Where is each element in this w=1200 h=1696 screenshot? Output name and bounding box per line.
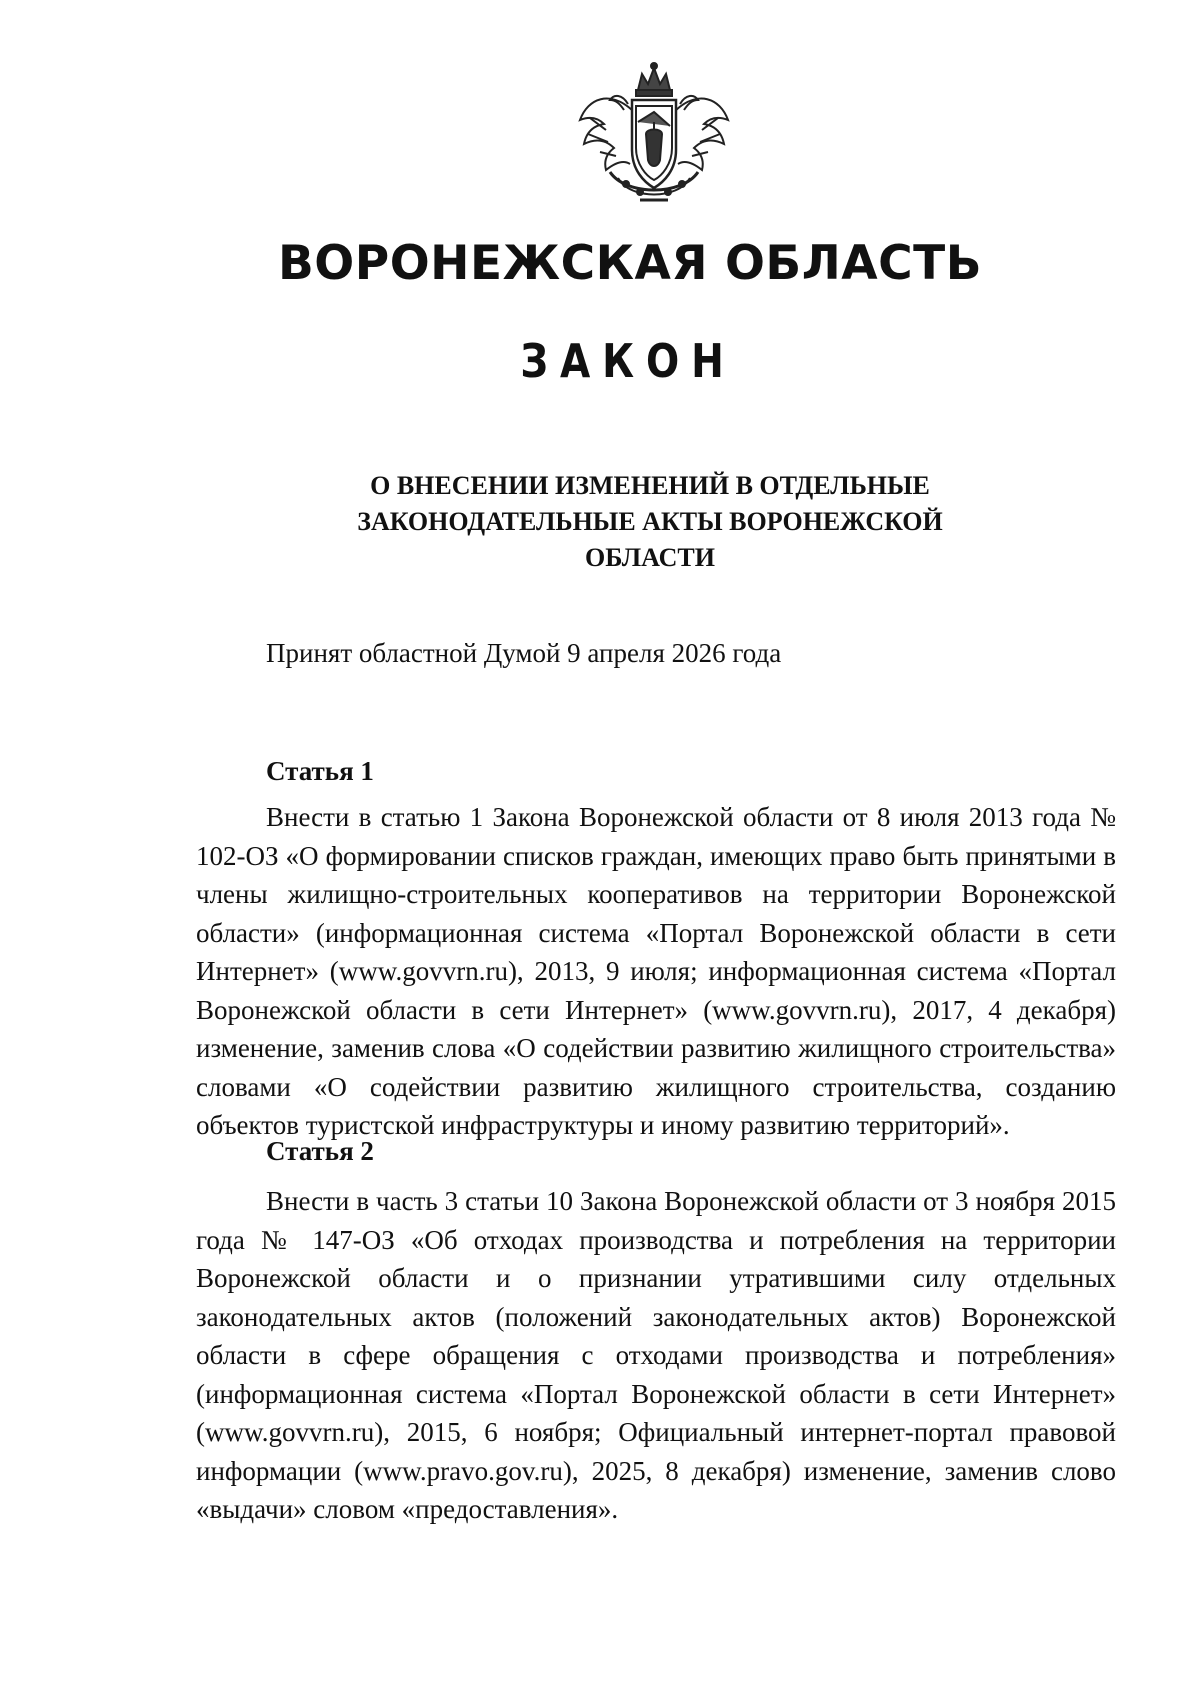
law-title: О ВНЕСЕНИИ ИЗМЕНЕНИЙ В ОТДЕЛЬНЫЕ ЗАКОНОДАТЕЛЬНЫЕ АКТЫ ВОРОНЕЖСКОЙ ОБЛАСТИ — [357, 471, 943, 572]
article-1-text: Внести в статью 1 Закона Воронежской области от 8 июля 2013 года № 102-ОЗ «О формировании списков граждан, имеющих право быть принятыми в члены жилищно-строительных кооперативов на территории Воронежской области» (информационная система «Портал Воронежской области в сети Интернет» (www.govvrn.ru), 2013, 9 июля; информационная система «Портал Воронежской области в сети Интернет» (www.govvrn.ru), 2017, 4 декабря) изменение, заменив слова «О содействии развитию жилищного строительства» словами «О содействии развитию жилищного строительства, созданию объектов туристской инфраструктуры и иному развитию территорий». — [196, 802, 1116, 1140]
region-title: ВОРОНЕЖСКАЯ ОБЛАСТЬ — [277, 236, 983, 291]
article-2-text: Внести в часть 3 статьи 10 Закона Воронежской области от 3 ноября 2015 года № 147-ОЗ «Об отходах производства и потребления на территории Воронежской области и о признании утратившими силу отдельных законодательных актов (положений законодательных актов) Воронежской области в сфере обращения с отходами производства и потребления» (информационная система «Портал Воронежской области в сети Интернет» (www.govvrn.ru), 2015, 6 ноября; Официальный интернет-портал правовой информации (www.pravo.gov.ru), 2025, 8 декабря) изменение, заменив слово «выдачи» словом «предоставления». — [196, 1186, 1116, 1524]
article-2-heading: Статья 2 — [266, 1136, 374, 1166]
document-type: ЗАКОН — [520, 334, 736, 388]
coat-of-arms-icon — [570, 60, 738, 208]
adoption-statement: Принят областной Думой 9 апреля 2026 года — [266, 638, 782, 668]
article-1-heading: Статья 1 — [266, 756, 374, 786]
